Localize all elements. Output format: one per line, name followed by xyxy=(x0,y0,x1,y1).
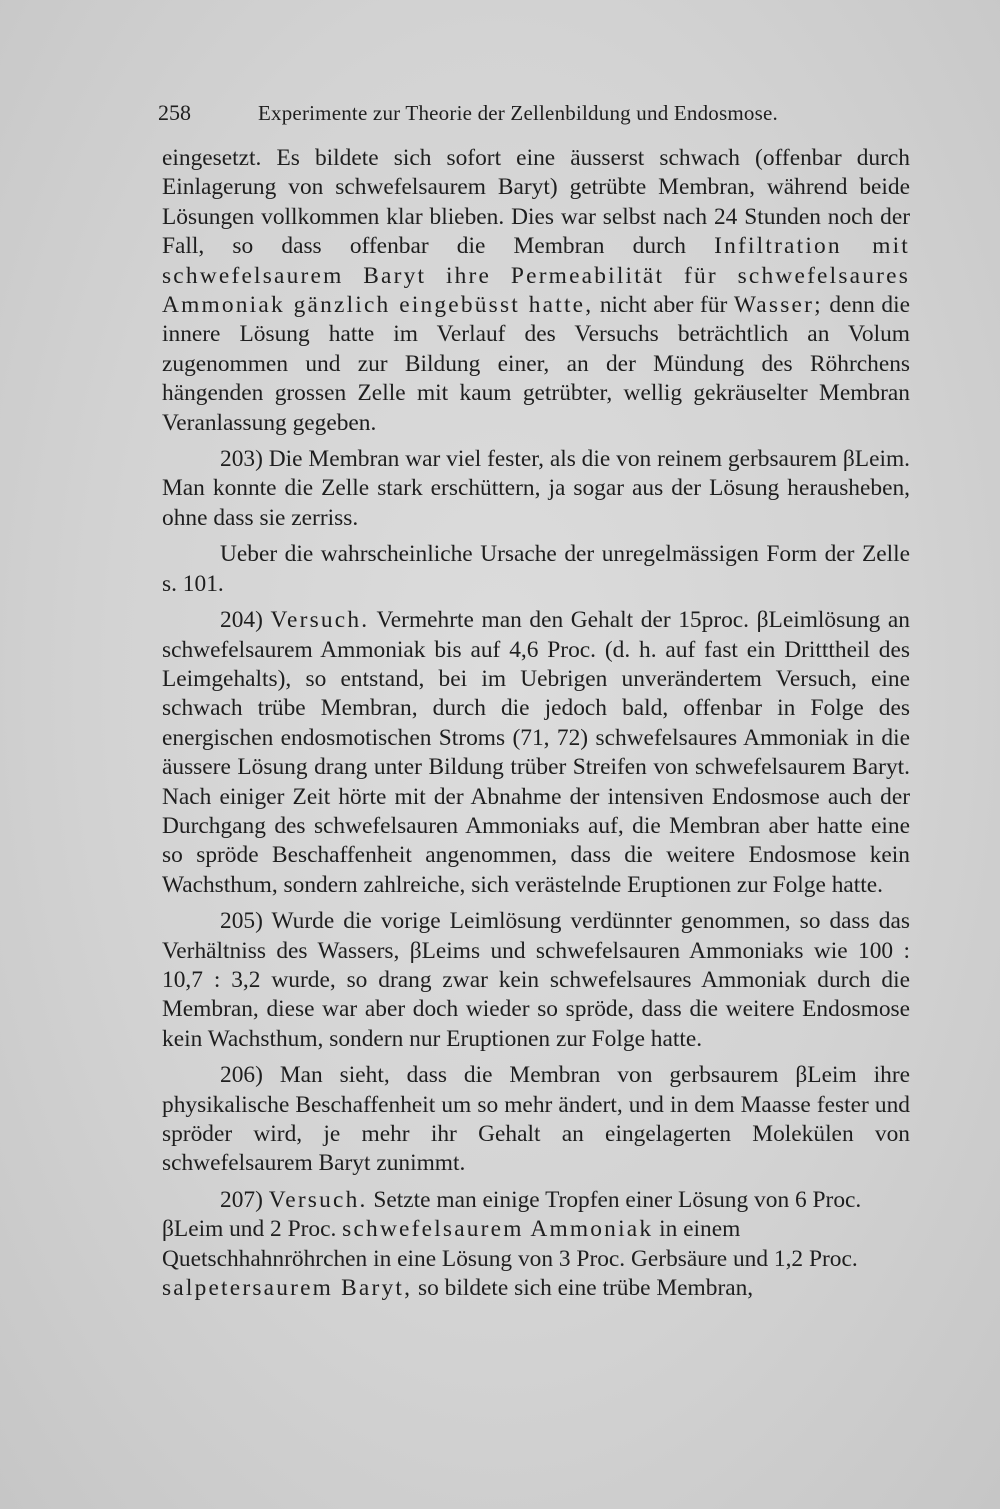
paragraph-207 xyxy=(162,1186,910,1304)
spaced-emphasis: schwefelsaurem Ammoniak xyxy=(342,1216,654,1243)
text-segment: eingesetzt. Es bildete sich sofort eine äusserst schwach (offenbar durch Einlagerung von schwefelsaurem Baryt) getrübte Membran, während beide Lösungen vollkommen klar blieben. Dies war selbst nach 24 Stunden noch der Fall, so dass offenbar die Membran durch xyxy=(162,145,910,260)
page-header xyxy=(158,96,918,130)
paragraph-206: 206) Man sieht, dass die Membran von gerbsaurem βLeim ihre physikalische Beschaffenheit um so mehr ändert, und in dem Maasse fester und spröder wird, je mehr ihr Gehalt an eingelagerten Molekülen von schwefelsaurem Baryt zunimmt. xyxy=(162,1062,910,1177)
running-title: Experimente zur Theorie der Zellenbildung und Endosmose. xyxy=(258,101,778,125)
paragraph-203: 203) Die Membran war viel fester, als die von reinem gerbsaurem βLeim. Man konnte die Zelle stark erschüttern, ja sogar aus der Lösung herausheben, ohne dass sie zerriss. xyxy=(162,446,910,531)
body-text xyxy=(162,144,910,1303)
paragraph-204 xyxy=(162,606,910,900)
paragraph-number: 204) xyxy=(220,607,271,634)
spaced-emphasis: Infiltration mit schwefelsaurem Baryt ihre Permeabilität für schwefelsaures Ammoniak gänzlich eingebüsst hatte, xyxy=(162,233,910,319)
text-segment: so bildete sich eine trübe Membran, xyxy=(412,1275,754,1302)
paragraph-number: 207) xyxy=(220,1186,269,1213)
text-segment: in einem Quetschhahnröhrchen in eine Lösung von 3 Proc. Gerbsäure und 1,2 Proc. xyxy=(162,1216,858,1272)
spaced-emphasis: Versuch. xyxy=(270,607,370,634)
text-segment: Vermehrte man den Gehalt der 15proc. βLeimlösung an schwefelsaurem Ammoniak bis auf 4,6 Proc. (d. h. auf fast ein Dritttheil des Leimgehalts), so entstand, bei im Uebrigen unverändertem Versuch, eine schwach trübe Membran, durch die jedoch bald, offenbar in Folge des energischen endosmotischen Stroms (71, 72) schwefelsaures Ammoniak in die äussere Lösung drang unter Bildung trüber Streifen von schwefelsaurem Baryt. Nach einiger Zeit hörte mit der Abnahme der intensiven Endosmose auch der Durchgang des schwefelsauren Ammoniaks auf, die Membran aber hatte eine so spröde Beschaffenheit angenommen, dass die weitere Endosmose kein Wachsthum, sondern zahlreiche, sich verästelnde Eruptionen zur Folge hatte. xyxy=(162,607,910,898)
text-segment: Setzte man einige Tropfen einer Lösung von 6 Proc. βLeim und 2 Proc. xyxy=(162,1186,862,1243)
text-segment: nicht aber für xyxy=(593,292,734,319)
paragraph-continuation xyxy=(162,144,910,438)
paragraph-205: 205) Wurde die vorige Leimlösung verdünnter genommen, so dass das Verhältniss des Wassers, βLeims und schwefelsauren Ammoniaks wie 100 : 10,7 : 3,2 wurde, so drang zwar kein schwefelsaures Ammoniak durch die Membran, diese war aber doch wieder so spröde, dass die weitere Endosmose kein Wachsthum, sondern nur Eruptionen zur Folge hatte. xyxy=(162,908,910,1052)
spaced-emphasis: salpetersaurem Baryt, xyxy=(162,1275,413,1302)
paragraph-ursache: Ueber die wahrscheinliche Ursache der unregelmässigen Form der Zelle s. 101. xyxy=(162,541,910,597)
page-number: 258 xyxy=(158,100,191,125)
text-segment: denn die innere Lösung hatte im Verlauf des Versuchs beträchtlich an Volum zugenommen und zur Bildung einer, an der Mündung des Röhrchens hängenden grossen Zelle mit kaum getrübter, wellig gekräuselter Membran Veranlassung gegeben. xyxy=(162,292,910,436)
spaced-emphasis: Wasser; xyxy=(733,292,823,319)
spaced-emphasis: Versuch. xyxy=(268,1186,368,1213)
